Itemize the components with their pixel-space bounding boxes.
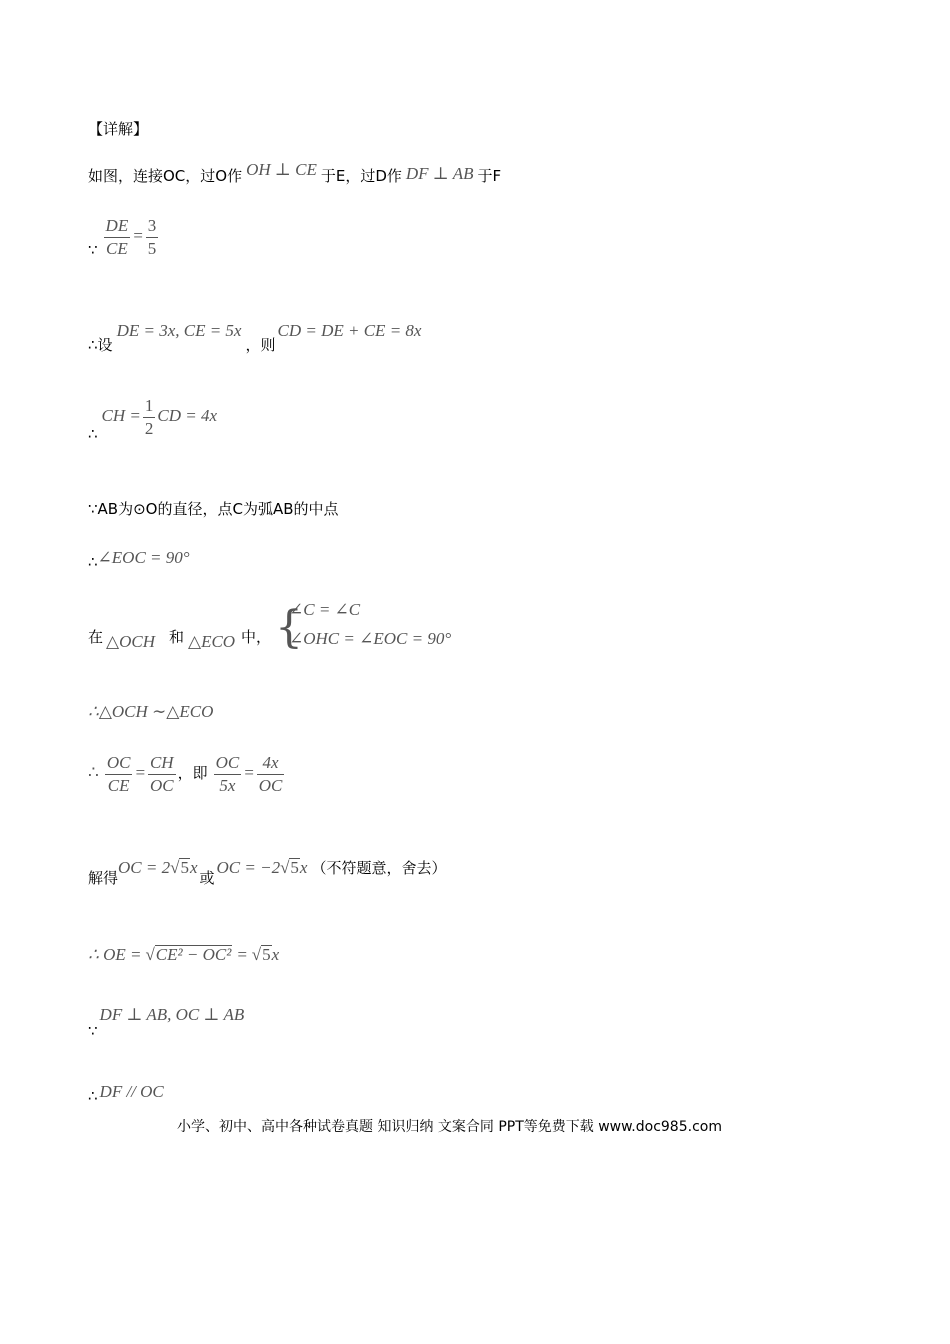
sqrt-expression: √CE² − OC² bbox=[145, 945, 232, 964]
text-segment: 解得 bbox=[88, 869, 119, 887]
triangle-och: △OCH bbox=[106, 632, 155, 651]
solution-negative: OC = −2√5x bbox=[216, 858, 308, 877]
text-segment: ，即 bbox=[177, 764, 208, 783]
denominator: 5x bbox=[214, 774, 242, 797]
text-segment: 中， bbox=[241, 628, 272, 646]
math-df-parallel-oc: DF // OC bbox=[99, 1082, 164, 1101]
numerator: 1 bbox=[144, 396, 154, 415]
therefore-symbol: ∴ bbox=[88, 553, 98, 571]
line-proportion bbox=[88, 752, 286, 797]
numerator: 3 bbox=[147, 216, 157, 235]
math-part: x bbox=[271, 945, 280, 964]
math-part: x bbox=[299, 858, 308, 877]
line-solve-oc bbox=[88, 857, 447, 887]
radicand: 5 bbox=[262, 945, 271, 964]
math-part: x bbox=[189, 858, 198, 877]
page-footer: 小学、初中、高中各种试卷真题 知识归纳 文案合同 PPT等免费下载 www.doc985.com bbox=[177, 1119, 722, 1135]
fraction-oc-5x bbox=[214, 752, 242, 797]
line-diameter-midpoint: ∵AB为⊙O的直径，点C为弧AB的中点 bbox=[88, 500, 339, 518]
text-segment: 于E，过D作 bbox=[320, 167, 402, 185]
math-oe-lhs: ∴ OE = bbox=[88, 945, 142, 964]
math-cd-value: CD = DE + CE = 8x bbox=[277, 321, 422, 340]
math-de-ce-values: DE = 3x, CE = 5x bbox=[116, 321, 242, 340]
condition-row-2: ∠OHC = ∠EOC = 90° bbox=[289, 629, 452, 648]
therefore-symbol: ∴ bbox=[88, 763, 99, 783]
numerator: OC bbox=[106, 753, 131, 772]
math-perpendiculars: DF ⊥ AB, OC ⊥ AB bbox=[99, 1005, 245, 1024]
math-part: OC = 2 bbox=[118, 858, 171, 877]
fraction-de-ce bbox=[104, 215, 131, 260]
because-symbol: ∵ bbox=[88, 241, 98, 260]
math-df-perp-ab: DF ⊥ AB bbox=[405, 164, 474, 183]
radicand: CE² − OC² bbox=[155, 945, 232, 964]
radicand: 5 bbox=[180, 858, 189, 877]
denominator: 5 bbox=[147, 239, 157, 258]
radicand: 5 bbox=[290, 858, 299, 877]
therefore-symbol: ∴ bbox=[88, 425, 98, 444]
because-symbol: ∵ bbox=[88, 1022, 98, 1040]
text-segment: 于F bbox=[477, 167, 502, 185]
section-heading: 【详解】 bbox=[88, 120, 149, 138]
text-segment: 如图，连接OC，过O作 bbox=[88, 167, 243, 185]
triangle-eco: △ECO bbox=[188, 632, 236, 651]
numerator: CH bbox=[149, 753, 174, 772]
line-parallel bbox=[88, 1082, 164, 1105]
fraction-ch-oc bbox=[148, 752, 176, 797]
solution-positive: OC = 2√5x bbox=[118, 858, 198, 877]
denominator: CE bbox=[104, 237, 131, 260]
line-perpendiculars bbox=[88, 1005, 245, 1040]
math-similarity: ∴△OCH ∼△ECO bbox=[88, 702, 214, 721]
line-similar-triangles bbox=[88, 702, 213, 722]
left-brace: { bbox=[275, 602, 303, 653]
text-segment: ，则 bbox=[245, 336, 276, 354]
therefore-symbol: ∴ bbox=[88, 336, 98, 354]
fraction-4x-oc bbox=[257, 752, 285, 797]
text-segment: （不符题意，舍去） bbox=[311, 859, 447, 877]
equals-sign: = bbox=[236, 945, 248, 964]
numerator: 4x bbox=[262, 753, 279, 772]
text-segment: 或 bbox=[199, 869, 215, 887]
line-ratio-given bbox=[88, 215, 160, 260]
text-segment: 在 bbox=[88, 628, 104, 646]
fraction-one-half bbox=[143, 395, 156, 440]
denominator: OC bbox=[149, 776, 174, 795]
fraction-oc-ce bbox=[105, 752, 133, 797]
equals-sign: = bbox=[132, 226, 144, 246]
line-ch-value bbox=[88, 395, 218, 444]
math-oh-perp-ce: OH ⊥ CE bbox=[246, 160, 317, 179]
fraction-3-5 bbox=[146, 215, 159, 260]
denominator: CE bbox=[105, 774, 133, 797]
math-part: OC = −2 bbox=[216, 858, 281, 877]
therefore-symbol: ∴ bbox=[88, 1087, 98, 1105]
math-ch-lhs: CH = bbox=[101, 406, 141, 426]
text-segment: 设 bbox=[97, 336, 113, 354]
condition-row-1: ∠C = ∠C bbox=[289, 600, 361, 619]
denominator: OC bbox=[258, 776, 283, 795]
denominator: 2 bbox=[144, 419, 154, 438]
equals-sign: = bbox=[134, 763, 146, 783]
math-ch-rhs: CD = 4x bbox=[157, 406, 218, 426]
line-let-x bbox=[88, 320, 422, 354]
math-angle-eoc-90: ∠EOC = 90° bbox=[97, 548, 190, 567]
line-connect-oc bbox=[88, 160, 502, 186]
numerator: OC bbox=[215, 753, 240, 772]
line-oe-value bbox=[88, 945, 279, 965]
line-angle-eoc bbox=[88, 548, 190, 571]
text-segment: 和 bbox=[169, 628, 185, 646]
sqrt-5x: √5x bbox=[251, 945, 280, 964]
numerator: DE bbox=[105, 216, 129, 235]
equals-sign: = bbox=[243, 763, 255, 783]
